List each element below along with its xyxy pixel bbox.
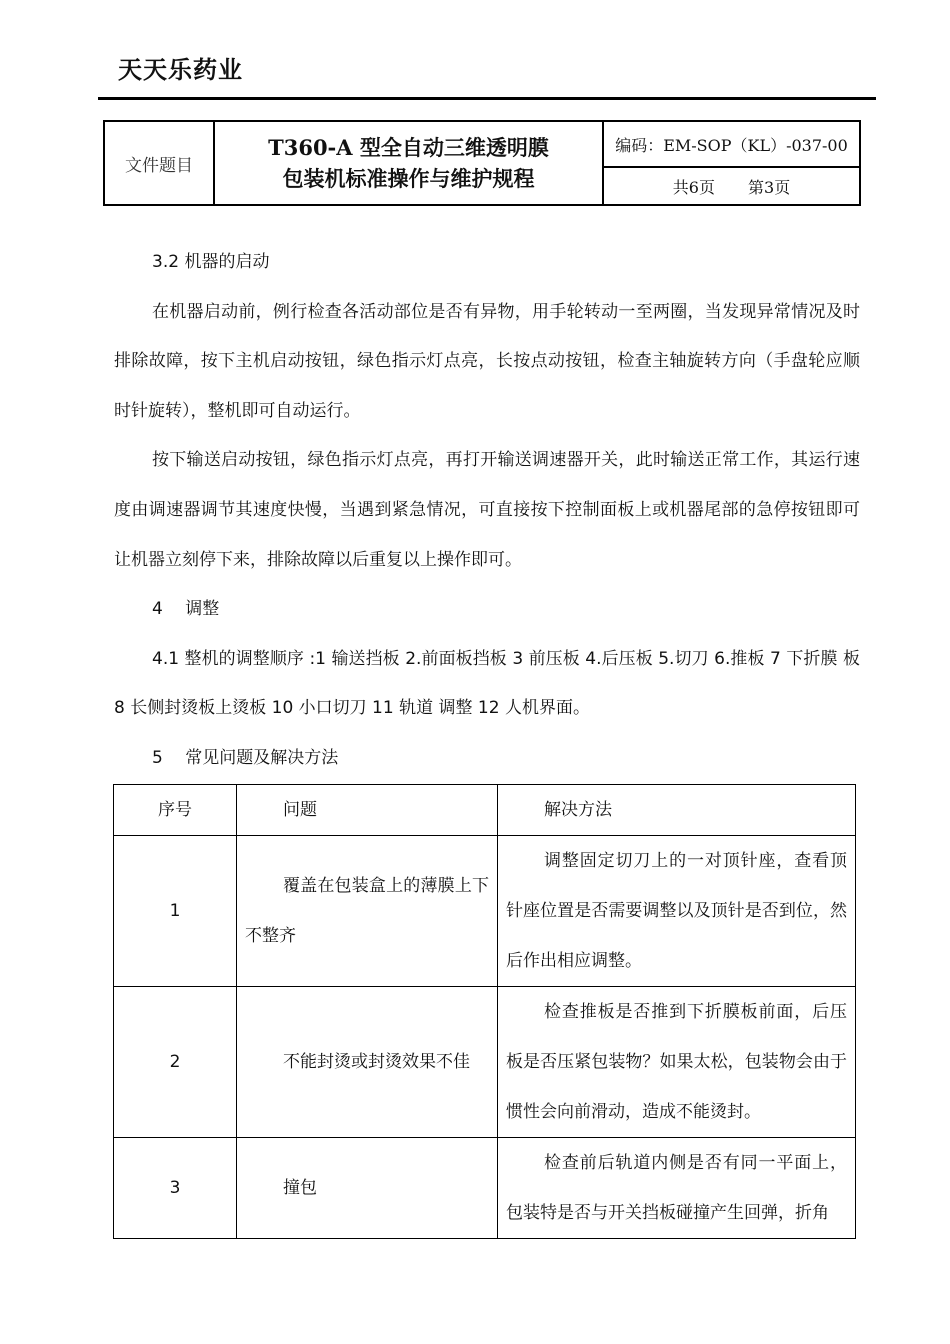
column-header-no: 序号 bbox=[114, 785, 237, 836]
problem-cell: 不能封烫或封烫效果不佳 bbox=[237, 987, 498, 1138]
file-title-label: 文件题目 bbox=[104, 121, 214, 205]
total-pages: 共6页 bbox=[672, 177, 715, 197]
section-3-2-title: 3.2 机器的启动 bbox=[152, 252, 270, 272]
paragraph-adjustment-order: 4.1 整机的调整顺序 :1 输送挡板 2.前面板挡板 3 前压板 4.后压板 5.切刀 6.推板 7 下折膜 板 8 长侧封烫板上烫板 10 小口切刀 11 轨道 调整 12 人机界面。 bbox=[114, 648, 860, 719]
row-number: 3 bbox=[114, 1138, 237, 1239]
table-row bbox=[114, 1138, 856, 1239]
troubleshooting-table bbox=[113, 784, 856, 1239]
current-page: 第3页 bbox=[748, 177, 791, 197]
column-header-solution: 解决方法 bbox=[498, 785, 856, 836]
section-5-title: 5 常见问题及解决方法 bbox=[152, 747, 339, 768]
document-title bbox=[214, 121, 603, 205]
header-rule bbox=[98, 97, 876, 100]
row-number: 2 bbox=[114, 987, 237, 1138]
document-header-table bbox=[103, 120, 861, 206]
paragraph-startup-check: 在机器启动前，例行检查各活动部位是否有异物，用手轮转动一至两圈，当发现异常情况及时排除故障，按下主机启动按钮，绿色指示灯点亮，长按点动按钮，检查主轴旋转方向（手盘轮应顺时针旋转），整机即可自动运行。 bbox=[114, 301, 860, 421]
table-row bbox=[114, 836, 856, 987]
document-code: 编码：EM-SOP（KL）-037-00 bbox=[603, 121, 860, 167]
document-body bbox=[114, 238, 860, 784]
row-number: 1 bbox=[114, 836, 237, 987]
problem-cell: 撞包 bbox=[237, 1138, 498, 1239]
document-title-line2: 包装机标准操作与维护规程 bbox=[282, 166, 535, 191]
page-info bbox=[603, 167, 860, 205]
problem-cell: 覆盖在包装盒上的薄膜上下不整齐 bbox=[237, 836, 498, 987]
section-4-title: 4 调整 bbox=[152, 599, 220, 620]
table-header-row bbox=[114, 785, 856, 836]
company-name: 天天乐药业 bbox=[118, 55, 243, 84]
column-header-problem: 问题 bbox=[237, 785, 498, 836]
document-title-line1: T360-A 型全自动三维透明膜 bbox=[268, 135, 549, 160]
paragraph-conveyor-start: 按下输送启动按钮，绿色指示灯点亮，再打开输送调速器开关，此时输送正常工作，其运行速度由调速器调节其速度快慢，当遇到紧急情况，可直接按下控制面板上或机器尾部的急停按钮即可让机器立刻停下来，排除故障以后重复以上操作即可。 bbox=[114, 450, 860, 570]
solution-cell: 检查推板是否推到下折膜板前面，后压板是否压紧包装物？如果太松，包装物会由于惯性会向前滑动，造成不能烫封。 bbox=[498, 987, 856, 1138]
solution-cell: 调整固定切刀上的一对顶针座，查看顶针座位置是否需要调整以及顶针是否到位，然后作出相应调整。 bbox=[498, 836, 856, 987]
solution-cell: 检查前后轨道内侧是否有同一平面上，包装特是否与开关挡板碰撞产生回弹，折角 bbox=[498, 1138, 856, 1239]
table-row bbox=[114, 987, 856, 1138]
